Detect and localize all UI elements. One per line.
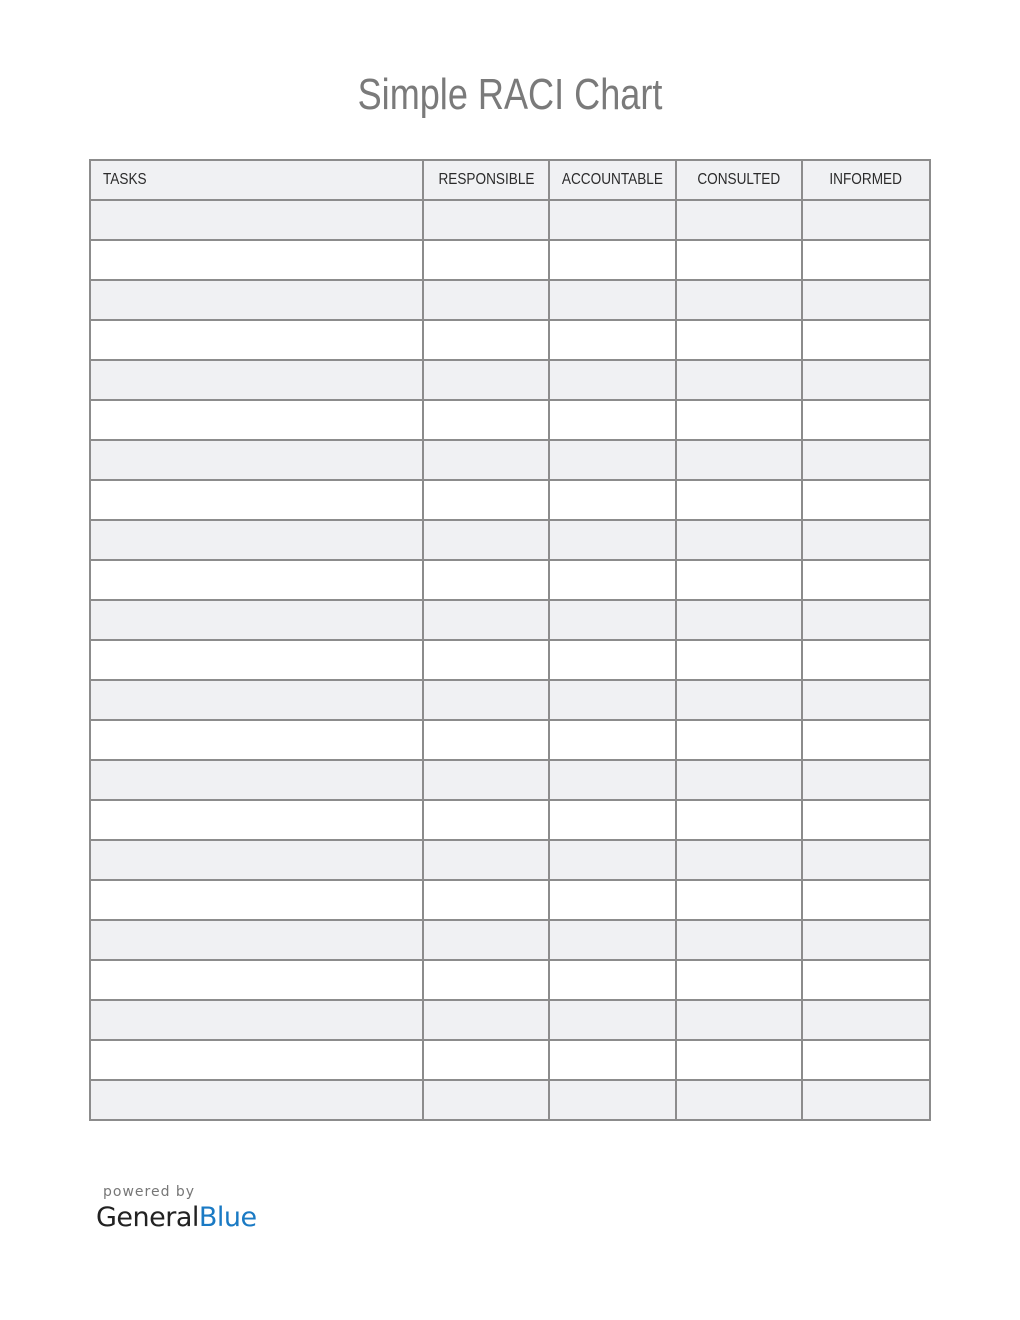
task-cell[interactable]	[90, 600, 423, 640]
responsible-cell[interactable]	[423, 560, 549, 600]
accountable-cell[interactable]	[549, 720, 676, 760]
task-cell[interactable]	[90, 1080, 423, 1120]
responsible-cell[interactable]	[423, 760, 549, 800]
accountable-cell[interactable]	[549, 800, 676, 840]
table-body	[90, 200, 930, 1120]
table-row	[90, 360, 930, 400]
task-cell[interactable]	[90, 480, 423, 520]
informed-cell[interactable]	[802, 880, 930, 920]
accountable-cell[interactable]	[549, 1000, 676, 1040]
task-cell[interactable]	[90, 800, 423, 840]
raci-table	[89, 159, 931, 1121]
task-cell[interactable]	[90, 280, 423, 320]
header-informed	[802, 160, 930, 200]
accountable-cell[interactable]	[549, 320, 676, 360]
page-title: Simple RACI Chart	[357, 70, 663, 119]
consulted-cell[interactable]	[676, 840, 802, 880]
accountable-cell[interactable]	[549, 360, 676, 400]
table-row	[90, 200, 930, 240]
informed-cell[interactable]	[802, 560, 930, 600]
responsible-cell[interactable]	[423, 1080, 549, 1120]
table-row	[90, 240, 930, 280]
informed-cell[interactable]	[802, 1000, 930, 1040]
task-cell[interactable]	[90, 1000, 423, 1040]
responsible-cell[interactable]	[423, 400, 549, 440]
table-row	[90, 400, 930, 440]
header-responsible-label: RESPONSIBLE	[438, 171, 534, 188]
accountable-cell[interactable]	[549, 760, 676, 800]
informed-cell[interactable]	[802, 440, 930, 480]
header-row	[90, 160, 930, 200]
table-row	[90, 280, 930, 320]
consulted-cell[interactable]	[676, 520, 802, 560]
responsible-cell[interactable]	[423, 800, 549, 840]
informed-cell[interactable]	[802, 760, 930, 800]
responsible-cell[interactable]	[423, 920, 549, 960]
task-cell[interactable]	[90, 440, 423, 480]
responsible-cell[interactable]	[423, 240, 549, 280]
table-row	[90, 560, 930, 600]
task-cell[interactable]	[90, 200, 423, 240]
table-row	[90, 840, 930, 880]
brand-name-part1: General	[96, 1202, 199, 1233]
accountable-cell[interactable]	[549, 1080, 676, 1120]
table-row	[90, 520, 930, 560]
brand-name-part2: Blue	[198, 1202, 257, 1233]
accountable-cell[interactable]	[549, 400, 676, 440]
task-cell[interactable]	[90, 320, 423, 360]
responsible-cell[interactable]	[423, 680, 549, 720]
table-row	[90, 920, 930, 960]
informed-cell[interactable]	[802, 480, 930, 520]
informed-cell[interactable]	[802, 840, 930, 880]
accountable-cell[interactable]	[549, 920, 676, 960]
informed-cell[interactable]	[802, 920, 930, 960]
responsible-cell[interactable]	[423, 960, 549, 1000]
informed-cell[interactable]	[802, 600, 930, 640]
informed-cell[interactable]	[802, 240, 930, 280]
consulted-cell[interactable]	[676, 440, 802, 480]
responsible-cell[interactable]	[423, 600, 549, 640]
informed-cell[interactable]	[802, 360, 930, 400]
consulted-cell[interactable]	[676, 200, 802, 240]
responsible-cell[interactable]	[423, 880, 549, 920]
task-cell[interactable]	[90, 400, 423, 440]
consulted-cell[interactable]	[676, 920, 802, 960]
table-row	[90, 1040, 930, 1080]
informed-cell[interactable]	[802, 960, 930, 1000]
table-row	[90, 600, 930, 640]
accountable-cell[interactable]	[549, 200, 676, 240]
accountable-cell[interactable]	[549, 280, 676, 320]
responsible-cell[interactable]	[423, 1000, 549, 1040]
task-cell[interactable]	[90, 760, 423, 800]
responsible-cell[interactable]	[423, 440, 549, 480]
task-cell[interactable]	[90, 520, 423, 560]
responsible-cell[interactable]	[423, 200, 549, 240]
task-cell[interactable]	[90, 560, 423, 600]
header-responsible	[423, 160, 549, 200]
consulted-cell[interactable]	[676, 600, 802, 640]
brand-logo	[96, 1202, 257, 1233]
responsible-cell[interactable]	[423, 320, 549, 360]
consulted-cell[interactable]	[676, 240, 802, 280]
accountable-cell[interactable]	[549, 600, 676, 640]
table-row	[90, 1080, 930, 1120]
table-row	[90, 320, 930, 360]
consulted-cell[interactable]	[676, 320, 802, 360]
powered-by-label: powered by	[103, 1184, 196, 1200]
informed-cell[interactable]	[802, 1080, 930, 1120]
task-cell[interactable]	[90, 640, 423, 680]
accountable-cell[interactable]	[549, 960, 676, 1000]
responsible-cell[interactable]	[423, 280, 549, 320]
table-row	[90, 1000, 930, 1040]
accountable-cell[interactable]	[549, 640, 676, 680]
task-cell[interactable]	[90, 920, 423, 960]
task-cell[interactable]	[90, 720, 423, 760]
consulted-cell[interactable]	[676, 960, 802, 1000]
accountable-cell[interactable]	[549, 1040, 676, 1080]
table-row	[90, 680, 930, 720]
accountable-cell[interactable]	[549, 480, 676, 520]
task-cell[interactable]	[90, 840, 423, 880]
header-consulted	[676, 160, 802, 200]
table-row	[90, 640, 930, 680]
task-cell[interactable]	[90, 1040, 423, 1080]
consulted-cell[interactable]	[676, 680, 802, 720]
accountable-cell[interactable]	[549, 880, 676, 920]
task-cell[interactable]	[90, 880, 423, 920]
consulted-cell[interactable]	[676, 1040, 802, 1080]
header-accountable	[549, 160, 676, 200]
responsible-cell[interactable]	[423, 520, 549, 560]
consulted-cell[interactable]	[676, 400, 802, 440]
accountable-cell[interactable]	[549, 680, 676, 720]
informed-cell[interactable]	[802, 520, 930, 560]
accountable-cell[interactable]	[549, 440, 676, 480]
informed-cell[interactable]	[802, 320, 930, 360]
consulted-cell[interactable]	[676, 800, 802, 840]
header-tasks-label: TASKS	[103, 171, 147, 188]
table-row	[90, 800, 930, 840]
responsible-cell[interactable]	[423, 720, 549, 760]
table-row	[90, 720, 930, 760]
informed-cell[interactable]	[802, 800, 930, 840]
consulted-cell[interactable]	[676, 760, 802, 800]
informed-cell[interactable]	[802, 400, 930, 440]
consulted-cell[interactable]	[676, 640, 802, 680]
informed-cell[interactable]	[802, 280, 930, 320]
table-row	[90, 960, 930, 1000]
informed-cell[interactable]	[802, 680, 930, 720]
task-cell[interactable]	[90, 240, 423, 280]
informed-cell[interactable]	[802, 1040, 930, 1080]
responsible-cell[interactable]	[423, 640, 549, 680]
informed-cell[interactable]	[802, 640, 930, 680]
informed-cell[interactable]	[802, 200, 930, 240]
task-cell[interactable]	[90, 680, 423, 720]
table-row	[90, 480, 930, 520]
responsible-cell[interactable]	[423, 1040, 549, 1080]
accountable-cell[interactable]	[549, 840, 676, 880]
responsible-cell[interactable]	[423, 360, 549, 400]
header-consulted-label: CONSULTED	[697, 171, 781, 188]
informed-cell[interactable]	[802, 720, 930, 760]
task-cell[interactable]	[90, 960, 423, 1000]
accountable-cell[interactable]	[549, 520, 676, 560]
consulted-cell[interactable]	[676, 280, 802, 320]
consulted-cell[interactable]	[676, 560, 802, 600]
header-informed-label: INFORMED	[829, 171, 903, 188]
header-accountable-label: ACCOUNTABLE	[561, 171, 664, 188]
task-cell[interactable]	[90, 360, 423, 400]
accountable-cell[interactable]	[549, 560, 676, 600]
table-row	[90, 440, 930, 480]
table-row	[90, 880, 930, 920]
responsible-cell[interactable]	[423, 480, 549, 520]
consulted-cell[interactable]	[676, 480, 802, 520]
consulted-cell[interactable]	[676, 720, 802, 760]
table-row	[90, 760, 930, 800]
consulted-cell[interactable]	[676, 880, 802, 920]
consulted-cell[interactable]	[676, 360, 802, 400]
accountable-cell[interactable]	[549, 240, 676, 280]
responsible-cell[interactable]	[423, 840, 549, 880]
consulted-cell[interactable]	[676, 1080, 802, 1120]
header-tasks	[90, 160, 423, 200]
consulted-cell[interactable]	[676, 1000, 802, 1040]
